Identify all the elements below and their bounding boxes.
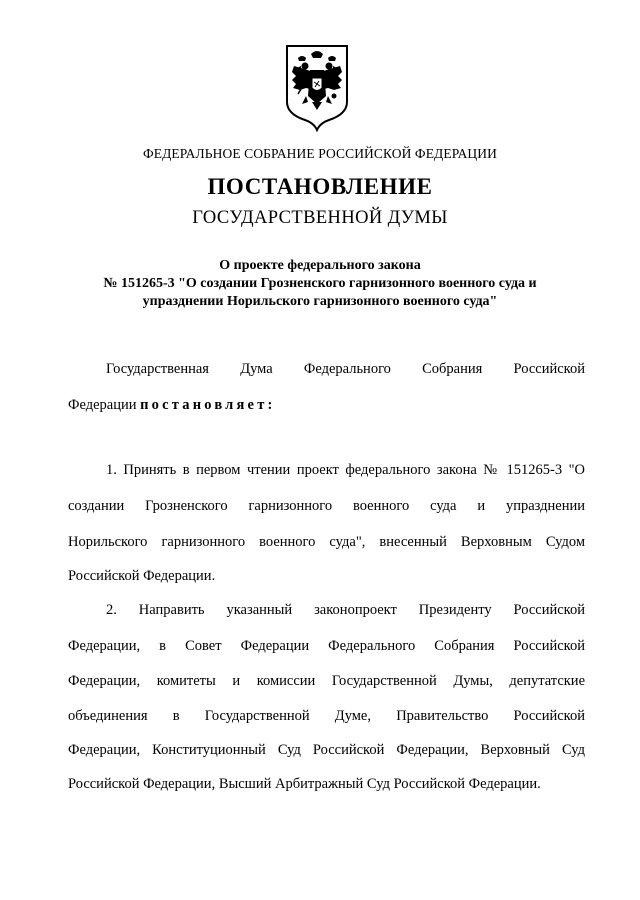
document-title-line: упразднении Норильского гарнизонного военного суда": [142, 294, 498, 309]
document-type-heading: ПОСТАНОВЛЕНИЕ: [207, 174, 433, 199]
clause1-line: Российской Федерации.: [68, 568, 216, 584]
clause2-line: 2. Направить указанный законопроект Президенту Российской: [106, 602, 585, 618]
clause2-line: Федерации, Конституционный Суд Российской Федерации, Верховный Суд: [68, 742, 585, 758]
coat-of-arms-icon: [284, 44, 350, 132]
preamble-line: [68, 397, 276, 414]
document-title-line: О проекте федерального закона: [219, 258, 421, 273]
clause1-line: создании Грозненского гарнизонного военного суда и упразднении: [68, 498, 585, 514]
document-title-line: № 151265-3 "О создании Грозненского гарнизонного военного суда и: [103, 276, 537, 291]
preamble-line: Государственная Дума Федерального Собрания Российской: [106, 361, 585, 377]
clause2-line: Федерации, комитеты и комиссии Государственной Думы, депутатские: [68, 673, 585, 689]
clause2-line: Российской Федерации, Высший Арбитражный Суд Российской Федерации.: [68, 776, 541, 792]
clause1-line: 1. Принять в первом чтении проект федерального закона № 151265-3 "О: [106, 462, 585, 478]
clause2-line: объединения в Государственной Думе, Правительство Российской: [68, 708, 585, 724]
clause2-line: Федерации, в Совет Федерации Федерального Собрания Российской: [68, 638, 585, 654]
clause1-line: Норильского гарнизонного военного суда", внесенный Верховным Судом: [68, 534, 585, 550]
preamble-prefix: Федерации: [68, 397, 141, 413]
document-org-heading: ГОСУДАРСТВЕННОЙ ДУМЫ: [192, 208, 448, 228]
preamble-action: постановляет:: [140, 397, 276, 413]
organization-heading: ФЕДЕРАЛЬНОЕ СОБРАНИЕ РОССИЙСКОЙ ФЕДЕРАЦИИ: [143, 146, 497, 161]
